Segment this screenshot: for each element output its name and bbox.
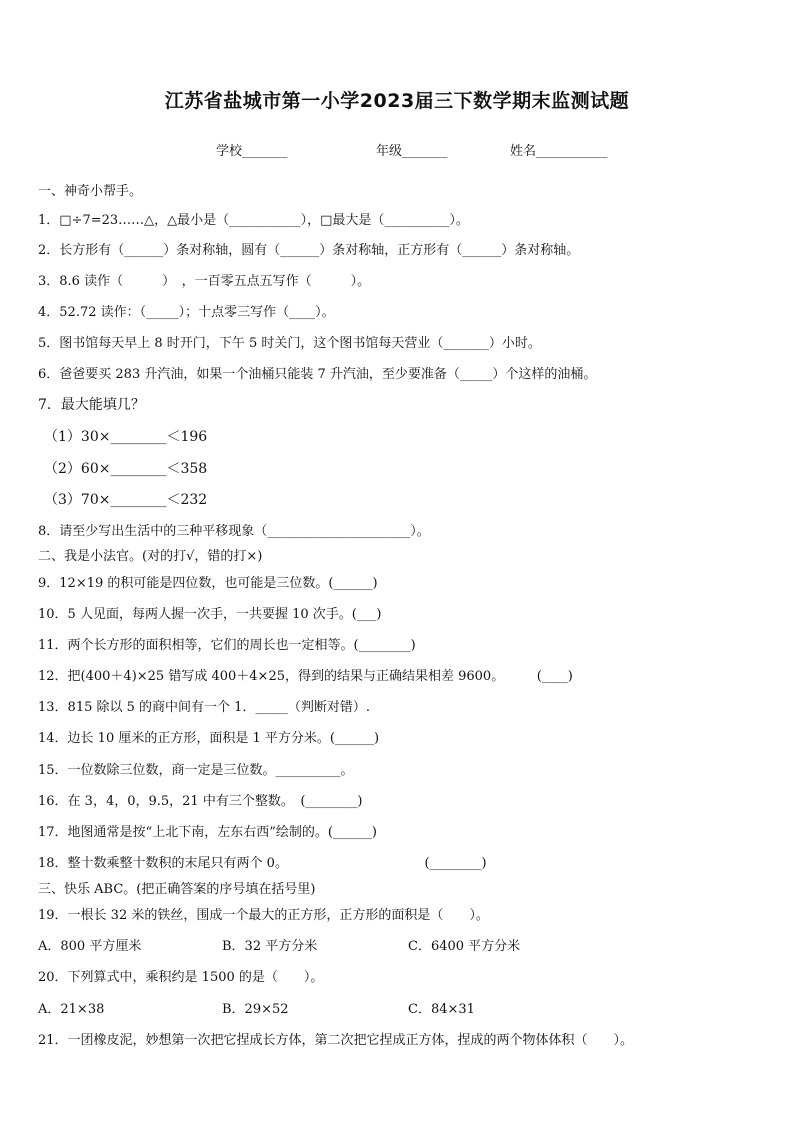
question-13: 13．815 除以 5 的商中间有一个 1．_____（判断对错）. xyxy=(38,700,371,715)
question-3: 3．8.6 读作（ ） ，一百零五点五写作（ ）。 xyxy=(38,274,371,289)
question-7-part-1: （1）30×________＜196 xyxy=(44,429,208,445)
question-18: 18．整十数乘整十数积的末尾只有两个 0。 (________) xyxy=(38,856,487,871)
option-a: A．21×38 xyxy=(38,1002,105,1017)
question-20: 20．下列算式中，乘积约是 1500 的是（ ）。 xyxy=(38,970,324,985)
question-2: 2．长方形有（______）条对称轴，圆有（______）条对称轴，正方形有（______）条对称轴。 xyxy=(38,243,580,258)
school-field[interactable]: 学校_______ xyxy=(216,144,288,159)
option-c: C．6400 平方分米 xyxy=(408,939,521,954)
question-15: 15．一位数除三位数，商一定是三位数。__________。 xyxy=(38,763,354,778)
question-17: 17．地图通常是按“上北下南，左东右西”绘制的。(______) xyxy=(38,825,377,840)
option-b: B．32 平方分米 xyxy=(222,939,318,954)
question-10: 10．5 人见面，每两人握一次手，一共要握 10 次手。(___) xyxy=(38,607,382,622)
question-8: 8．请至少写出生活中的三种平移现象（______________________）。 xyxy=(38,524,430,539)
question-16: 16．在 3，4，0，9.5，21 中有三个整数。 (________) xyxy=(38,794,363,809)
section-heading-2: 二、我是小法官。(对的打√，错的打×) xyxy=(38,549,263,564)
option-a: A．800 平方厘米 xyxy=(38,939,142,954)
question-1: 1．□÷7=23……△，△最小是（___________），□最大是（__________）。 xyxy=(38,213,469,228)
question-9: 9．12×19 的积可能是四位数，也可能是三位数。(______) xyxy=(38,576,378,591)
grade-field[interactable]: 年级_______ xyxy=(376,144,448,159)
question-19: 19．一根长 32 米的铁丝，围成一个最大的正方形，正方形的面积是（ ）。 xyxy=(38,908,489,923)
question-12: 12．把(400＋4)×25 错写成 400＋4×25，得到的结果与正确结果相差 9600。 (____) xyxy=(38,669,573,684)
page-title: 江苏省盐城市第一小学2023届三下数学期末监测试题 xyxy=(164,90,630,112)
section-heading-1: 一、神奇小帮手。 xyxy=(38,184,143,199)
question-7-part-3: （3）70×________＜232 xyxy=(44,492,208,508)
question-7-part-2: （2）60×________＜358 xyxy=(44,461,208,477)
question-4: 4．52.72 读作：（_____）；十点零三写作（____）。 xyxy=(38,305,335,320)
question-7: 7．最大能填几？ xyxy=(38,397,145,413)
option-c: C．84×31 xyxy=(408,1002,475,1017)
name-field[interactable]: 姓名___________ xyxy=(510,144,608,159)
question-14: 14．边长 10 厘米的正方形，面积是 1 平方分米。(______) xyxy=(38,731,380,746)
question-5: 5．图书馆每天早上 8 时开门，下午 5 时关门，这个图书馆每天营业（_______）小时。 xyxy=(38,336,541,351)
option-b: B．29×52 xyxy=(222,1002,289,1017)
question-21: 21．一团橡皮泥，妙想第一次把它捏成长方体，第二次把它捏成正方体，捏成的两个物体体积（ ）。 xyxy=(38,1033,634,1048)
question-6: 6．爸爸要买 283 升汽油，如果一个油桶只能装 7 升汽油，至少要准备（_____）个这样的油桶。 xyxy=(38,367,597,382)
question-11: 11．两个长方形的面积相等，它们的周长也一定相等。(________) xyxy=(38,638,416,653)
section-heading-3: 三、快乐 ABC。(把正确答案的序号填在括号里) xyxy=(38,882,316,897)
